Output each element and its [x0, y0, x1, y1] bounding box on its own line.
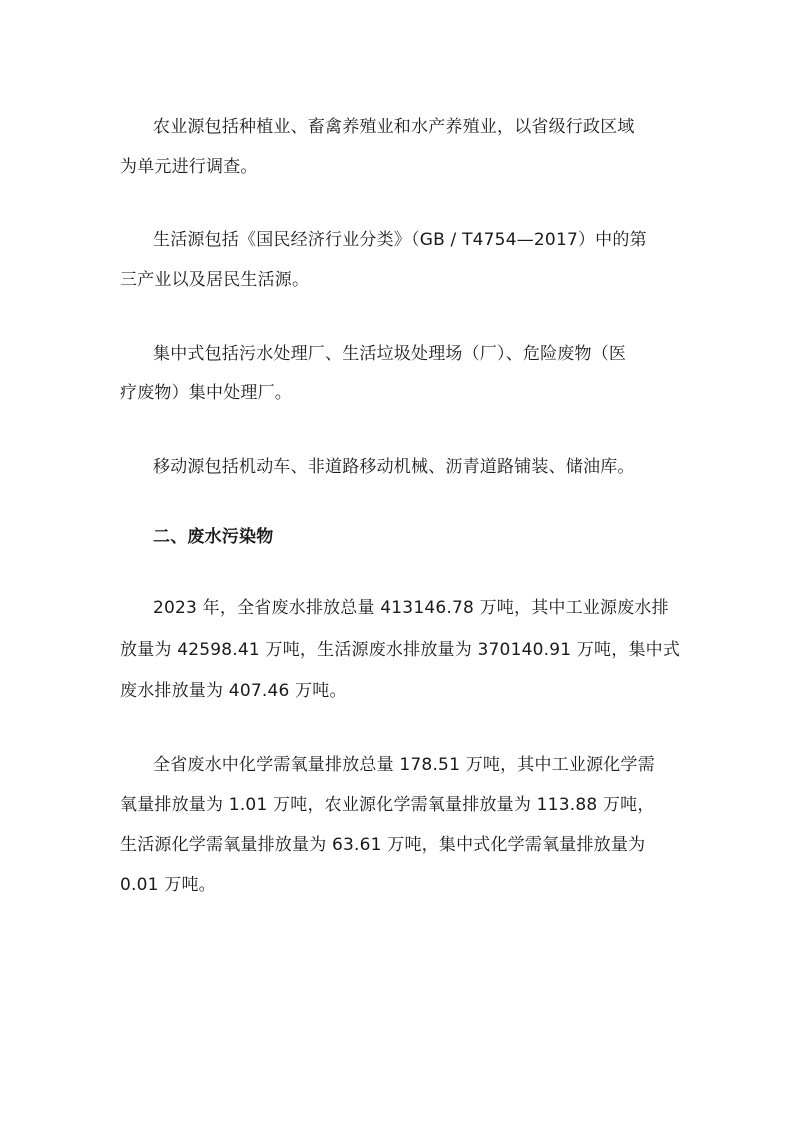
cod-paragraph-line-3: 生活源化学需氧量排放量为 63.61 万吨，集中式化学需氧量排放量为: [120, 835, 646, 855]
agriculture-paragraph-line-2: 为单元进行调查。: [120, 157, 258, 177]
cod-paragraph-line-1: 全省废水中化学需氧量排放总量 178.51 万吨，其中工业源化学需: [153, 755, 655, 775]
domestic-paragraph-line-1: 生活源包括《国民经济行业分类》（GB / T4754—2017）中的第: [153, 230, 647, 250]
wastewater-paragraph-line-3: 废水排放量为 407.46 万吨。: [120, 681, 347, 701]
wastewater-paragraph-line-2: 放量为 42598.41 万吨，生活源废水排放量为 370140.91 万吨，集中式: [120, 640, 681, 660]
centralized-paragraph-line-2: 疗废物）集中处理厂。: [120, 383, 292, 403]
cod-paragraph-line-4: 0.01 万吨。: [120, 875, 216, 895]
centralized-paragraph-line-1: 集中式包括污水处理厂、生活垃圾处理场（厂）、危险废物（医: [153, 344, 627, 364]
agriculture-paragraph-line-1: 农业源包括种植业、畜禽养殖业和水产养殖业，以省级行政区域: [153, 117, 635, 137]
cod-paragraph-line-2: 氧量排放量为 1.01 万吨，农业源化学需氧量排放量为 113.88 万吨，: [120, 795, 655, 815]
domestic-paragraph-line-2: 三产业以及居民生活源。: [120, 270, 310, 290]
section-heading: 二、废水污染物: [153, 527, 274, 547]
wastewater-paragraph-line-1: 2023 年，全省废水排放总量 413146.78 万吨，其中工业源废水排: [153, 598, 669, 618]
mobile-paragraph-line-1: 移动源包括机动车、非道路移动机械、沥青道路铺装、储油库。: [153, 457, 635, 477]
